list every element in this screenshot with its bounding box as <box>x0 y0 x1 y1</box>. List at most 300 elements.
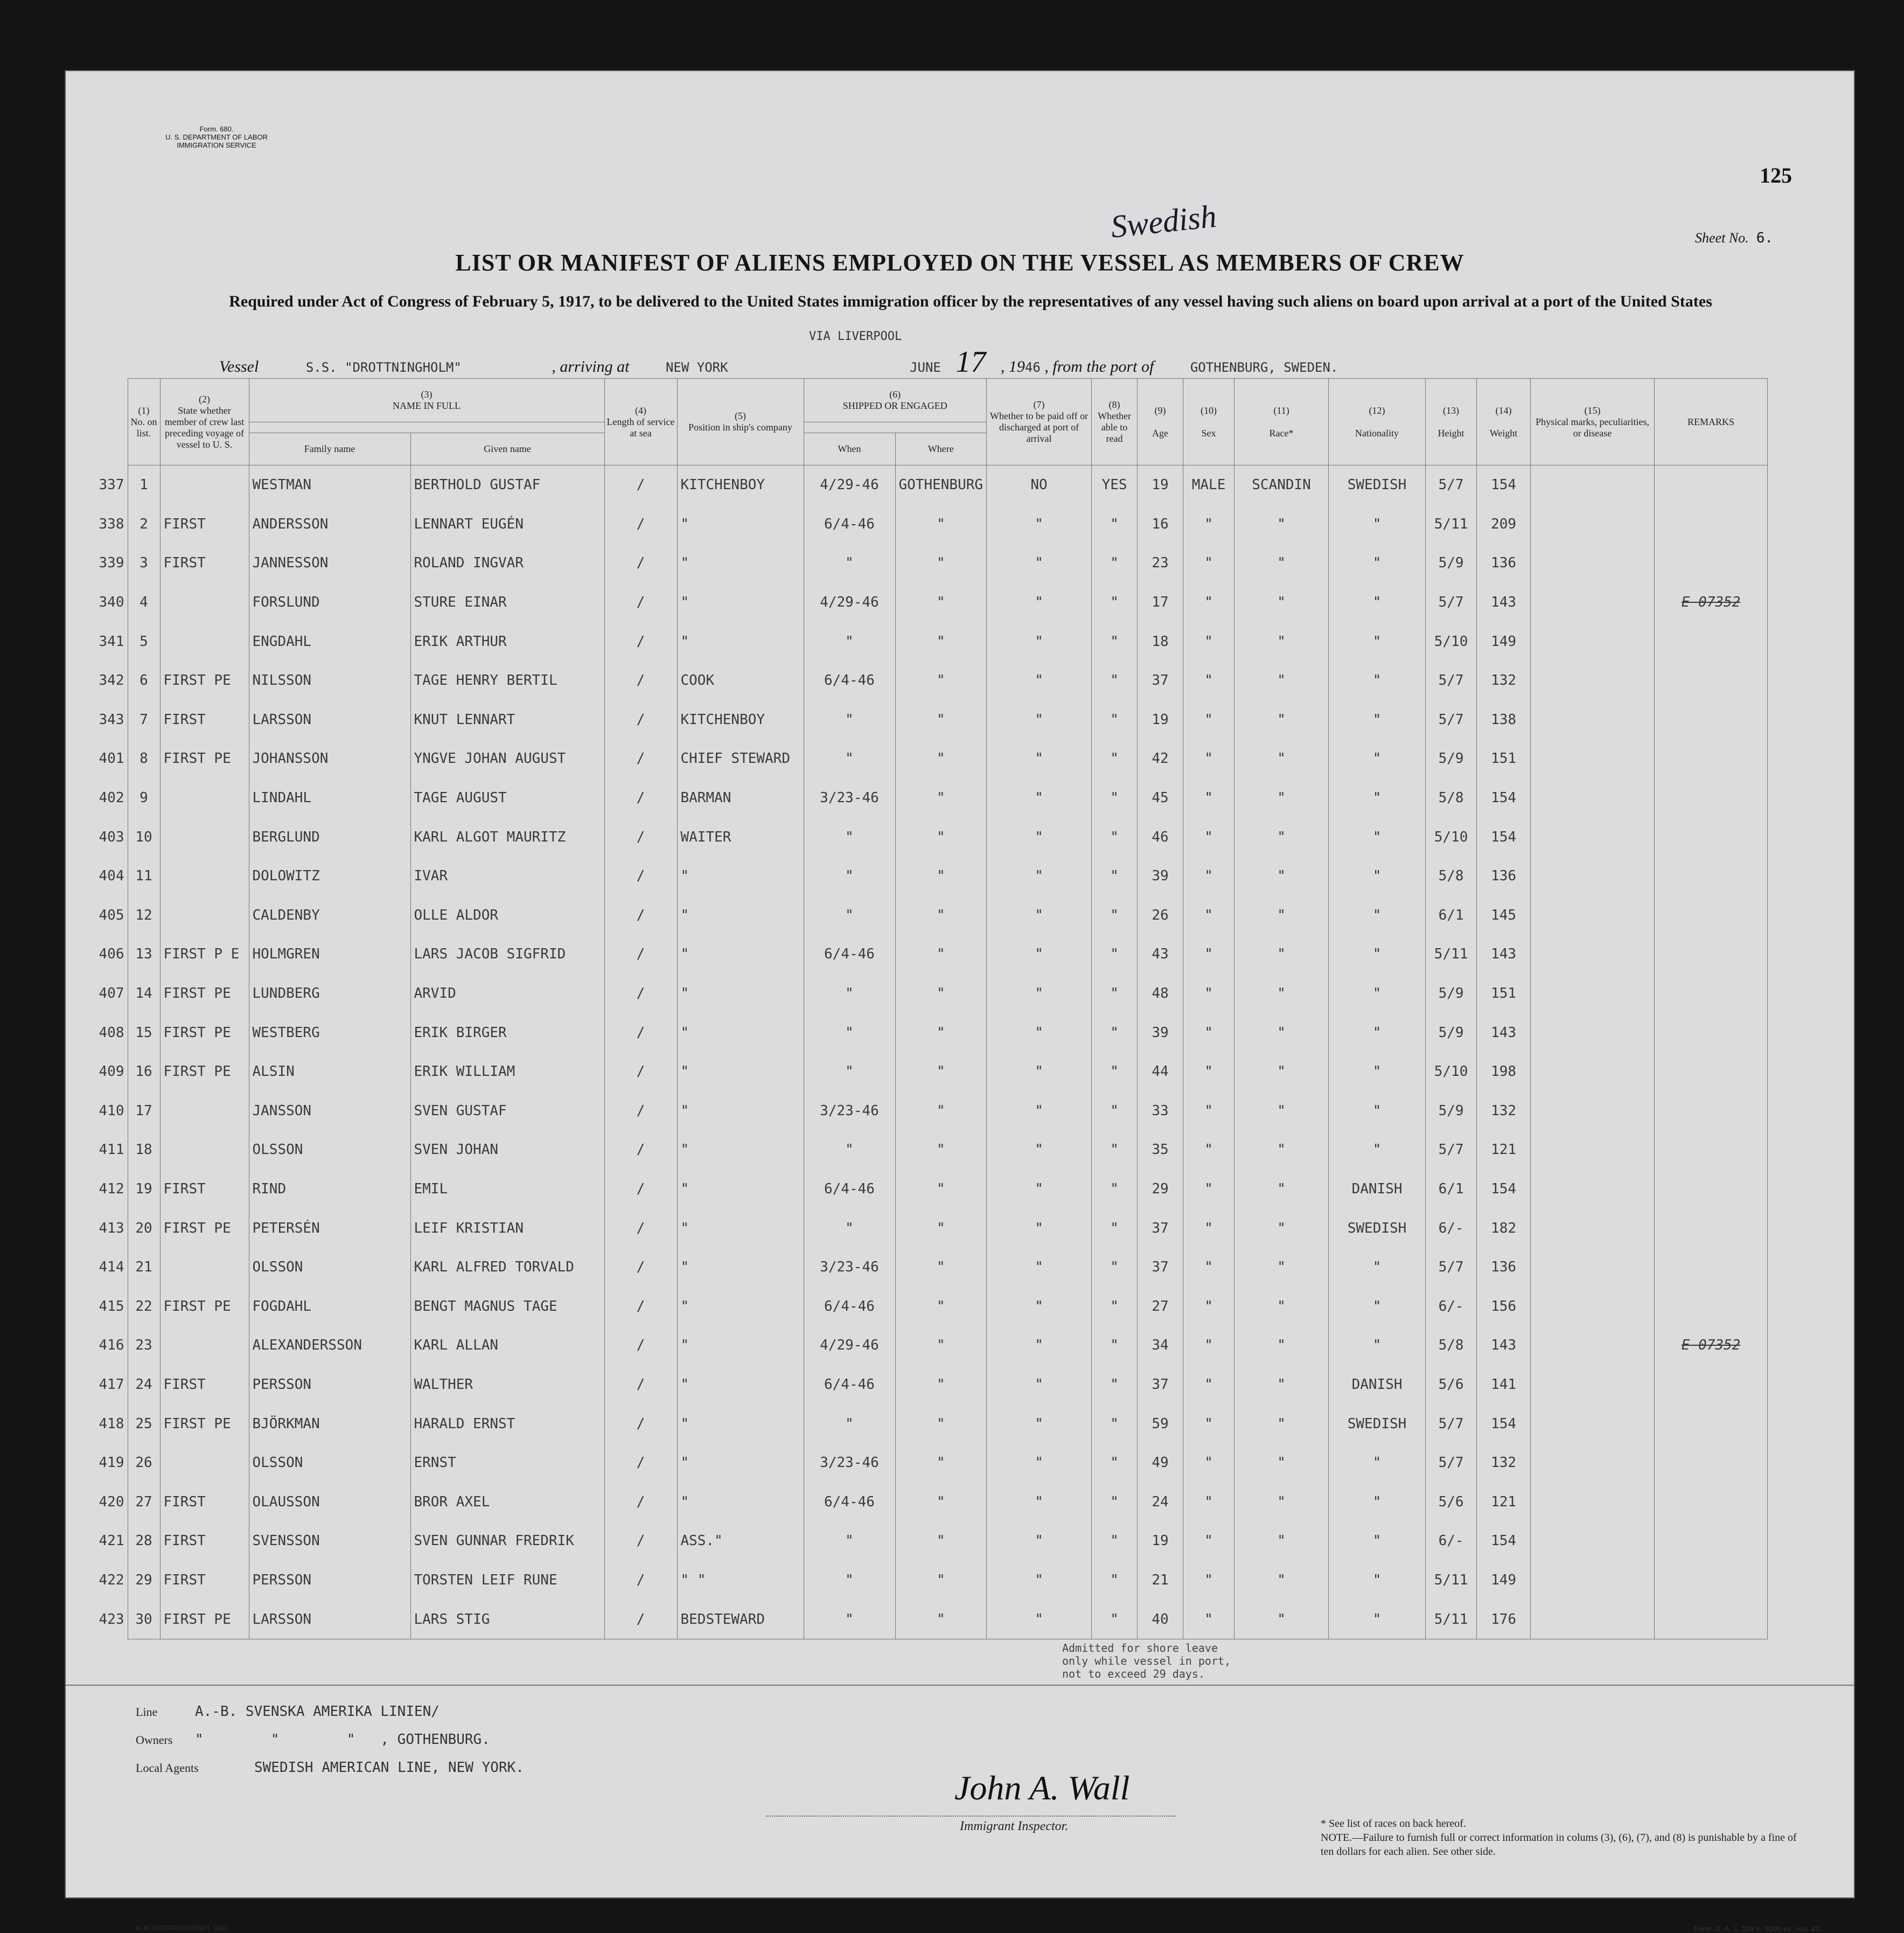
shipped-where: " <box>895 935 987 974</box>
service-tick: / <box>604 778 677 818</box>
race: " <box>1235 1170 1329 1209</box>
previous-voyage: FIRST <box>160 1482 249 1521</box>
footer-divider <box>66 1685 1854 1686</box>
age: 49 <box>1138 1443 1183 1483</box>
table-row <box>76 1091 1768 1131</box>
race: " <box>1235 1208 1329 1248</box>
remarks <box>1655 1013 1768 1052</box>
height: 5/11 <box>1426 1600 1477 1639</box>
inspector-title: Immigrant Inspector. <box>960 1819 1069 1833</box>
nationality: " <box>1329 1561 1426 1600</box>
given-name: KARL ALGOT MAURITZ <box>410 817 604 857</box>
list-number: 28 <box>128 1521 160 1561</box>
sex: " <box>1183 739 1235 778</box>
weight: 182 <box>1477 1208 1531 1248</box>
given-name: STURE EINAR <box>410 583 604 622</box>
age: 35 <box>1138 1130 1183 1170</box>
able-to-read: " <box>1092 583 1138 622</box>
sex: " <box>1183 661 1235 700</box>
race: " <box>1235 1365 1329 1404</box>
age: 19 <box>1138 465 1183 505</box>
list-number: 12 <box>128 896 160 935</box>
sex: " <box>1183 583 1235 622</box>
able-to-read: " <box>1092 1521 1138 1561</box>
shipped-where: " <box>895 1013 987 1052</box>
race: " <box>1235 544 1329 583</box>
col-position-header: (5) Position in ship's company <box>677 379 804 465</box>
position: ASS." <box>677 1521 804 1561</box>
given-name: ARVID <box>410 974 604 1013</box>
shipped-when: " <box>804 896 895 935</box>
physical-marks <box>1531 1404 1655 1443</box>
arriving-label: , arriving at <box>552 358 630 376</box>
table-row <box>76 817 1768 857</box>
remarks <box>1655 935 1768 974</box>
given-name: KARL ALLAN <box>410 1326 604 1365</box>
remarks <box>1655 739 1768 778</box>
paid-off: " <box>987 1170 1092 1209</box>
page-number: 125 <box>1760 163 1792 187</box>
table-row <box>76 1482 1768 1521</box>
shipped-when: 6/4-46 <box>804 1482 895 1521</box>
physical-marks <box>1531 1052 1655 1091</box>
position: " <box>677 1404 804 1443</box>
col-name-header: (3) NAME IN FULL <box>249 379 604 422</box>
weight: 154 <box>1477 1521 1531 1561</box>
able-to-read: " <box>1092 661 1138 700</box>
reference-number: 412 <box>99 1180 124 1197</box>
reference-number: 421 <box>99 1533 124 1549</box>
col-paid-off-header: (7) Whether to be paid off or discharged at port of arrival <box>987 379 1092 465</box>
height: 5/8 <box>1426 1326 1477 1365</box>
previous-voyage <box>160 857 249 896</box>
service-tick: / <box>604 1326 677 1365</box>
previous-voyage <box>160 1091 249 1131</box>
physical-marks <box>1531 1208 1655 1248</box>
table-row <box>76 739 1768 778</box>
sheet-value: 6. <box>1756 230 1773 246</box>
sex: " <box>1183 1287 1235 1326</box>
given-name: BERTHOLD GUSTAF <box>410 465 604 505</box>
position: " <box>677 1326 804 1365</box>
physical-marks <box>1531 1091 1655 1131</box>
service-tick: / <box>604 661 677 700</box>
shipped-where: GOTHENBURG <box>895 465 987 505</box>
weight: 121 <box>1477 1130 1531 1170</box>
physical-marks <box>1531 857 1655 896</box>
col-race-header: (11) Race* <box>1235 379 1329 465</box>
age: 48 <box>1138 974 1183 1013</box>
shipped-where: " <box>895 544 987 583</box>
line-value: A.-B. SVENSKA AMERIKA LINIEN/ <box>195 1703 440 1720</box>
weight: 132 <box>1477 1443 1531 1483</box>
age: 37 <box>1138 1365 1183 1404</box>
list-number: 21 <box>128 1248 160 1287</box>
able-to-read: " <box>1092 817 1138 857</box>
remarks <box>1655 778 1768 818</box>
sex: " <box>1183 1248 1235 1287</box>
list-number: 10 <box>128 817 160 857</box>
previous-voyage <box>160 1130 249 1170</box>
weight: 132 <box>1477 1091 1531 1131</box>
family-name: PETERSÉN <box>249 1208 410 1248</box>
race: " <box>1235 505 1329 544</box>
owners-field <box>136 1732 490 1748</box>
list-number: 19 <box>128 1170 160 1209</box>
table-row <box>76 935 1768 974</box>
family-name: DOLOWITZ <box>249 857 410 896</box>
remarks: E 07352 <box>1655 1326 1768 1365</box>
agents-value: SWEDISH AMERICAN LINE, NEW YORK. <box>254 1760 524 1776</box>
age: 19 <box>1138 1521 1183 1561</box>
height: 5/7 <box>1426 1404 1477 1443</box>
previous-voyage <box>160 622 249 661</box>
position: " <box>677 1365 804 1404</box>
given-name: HARALD ERNST <box>410 1404 604 1443</box>
given-name: KNUT LENNART <box>410 700 604 740</box>
position: KITCHENBOY <box>677 465 804 505</box>
list-number: 30 <box>128 1600 160 1639</box>
height: 5/7 <box>1426 1248 1477 1287</box>
list-number: 25 <box>128 1404 160 1443</box>
paid-off: " <box>987 1404 1092 1443</box>
form-reference: Form. S. A. L. 116 n. 5000 ex. nov. 43. <box>1693 1924 1822 1933</box>
service-tick: / <box>604 1248 677 1287</box>
age: 37 <box>1138 1208 1183 1248</box>
sex: " <box>1183 1561 1235 1600</box>
col-age-header: (9) Age <box>1138 379 1183 465</box>
line-field <box>136 1703 440 1720</box>
physical-marks <box>1531 1248 1655 1287</box>
physical-marks <box>1531 1287 1655 1326</box>
shipped-when: 6/4-46 <box>804 1365 895 1404</box>
sex: " <box>1183 1482 1235 1521</box>
sex: " <box>1183 505 1235 544</box>
height: 5/10 <box>1426 1052 1477 1091</box>
page-title: LIST OR MANIFEST OF ALIENS EMPLOYED ON THE VESSEL AS MEMBERS OF CREW <box>455 249 1464 276</box>
list-number: 9 <box>128 778 160 818</box>
age: 21 <box>1138 1561 1183 1600</box>
shipped-where: " <box>895 583 987 622</box>
shipped-when: 6/4-46 <box>804 661 895 700</box>
paid-off: NO <box>987 465 1092 505</box>
nationality: DANISH <box>1329 1365 1426 1404</box>
previous-voyage: FIRST PE <box>160 1287 249 1326</box>
able-to-read: " <box>1092 700 1138 740</box>
service-tick: / <box>604 896 677 935</box>
previous-voyage <box>160 896 249 935</box>
list-number: 6 <box>128 661 160 700</box>
table-row <box>76 974 1768 1013</box>
height: 5/7 <box>1426 1130 1477 1170</box>
form-number: Form. 680. <box>199 125 234 133</box>
service-tick: / <box>604 739 677 778</box>
nationality: " <box>1329 896 1426 935</box>
race: " <box>1235 1013 1329 1052</box>
age: 29 <box>1138 1170 1183 1209</box>
shipped-when: " <box>804 1052 895 1091</box>
remarks <box>1655 817 1768 857</box>
family-name: JANSSON <box>249 1091 410 1131</box>
previous-voyage: FIRST P E <box>160 935 249 974</box>
position: " <box>677 1013 804 1052</box>
shipped-where: " <box>895 1052 987 1091</box>
height: 5/11 <box>1426 935 1477 974</box>
family-name: PERSSON <box>249 1365 410 1404</box>
nationality: " <box>1329 544 1426 583</box>
age: 17 <box>1138 583 1183 622</box>
remarks <box>1655 1170 1768 1209</box>
nationality: " <box>1329 1600 1426 1639</box>
line-label: Line <box>136 1705 158 1719</box>
able-to-read: " <box>1092 1170 1138 1209</box>
service-tick: / <box>604 1287 677 1326</box>
position: " <box>677 1170 804 1209</box>
able-to-read: " <box>1092 778 1138 818</box>
shipped-where: " <box>895 1208 987 1248</box>
age: 46 <box>1138 817 1183 857</box>
col-family-name-header: Family name <box>249 433 410 465</box>
nationality: " <box>1329 1052 1426 1091</box>
given-name: ROLAND INGVAR <box>410 544 604 583</box>
service-tick: / <box>604 857 677 896</box>
shipped-when: " <box>804 817 895 857</box>
reference-number: 404 <box>99 868 124 885</box>
shipped-where: " <box>895 896 987 935</box>
height: 6/- <box>1426 1521 1477 1561</box>
sex: " <box>1183 700 1235 740</box>
physical-marks <box>1531 544 1655 583</box>
table-row <box>76 1600 1768 1639</box>
service-tick: / <box>604 1130 677 1170</box>
nationality: " <box>1329 1013 1426 1052</box>
physical-marks <box>1531 1600 1655 1639</box>
service-tick: / <box>604 622 677 661</box>
position: BARMAN <box>677 778 804 818</box>
weight: 151 <box>1477 974 1531 1013</box>
nationality: " <box>1329 661 1426 700</box>
arrival-day: 17 <box>956 345 986 379</box>
remarks <box>1655 1600 1768 1639</box>
manifest-sheet <box>65 70 1855 1933</box>
table-row <box>76 1443 1768 1483</box>
reference-number: 338 <box>99 516 124 532</box>
paid-off: " <box>987 583 1092 622</box>
given-name: TAGE AUGUST <box>410 778 604 818</box>
family-name: LARSSON <box>249 1600 410 1639</box>
penalty-note: NOTE.—Failure to furnish full or correct information in colums (3), (6), (7), and (8) is punishable by a fine of ten dollars for each alien. See other side. <box>1321 1832 1797 1858</box>
shipped-where: " <box>895 622 987 661</box>
shipped-when: 6/4-46 <box>804 935 895 974</box>
height: 5/9 <box>1426 739 1477 778</box>
shipped-where: " <box>895 700 987 740</box>
service-tick: / <box>604 465 677 505</box>
given-name: ERNST <box>410 1443 604 1483</box>
height: 5/7 <box>1426 1443 1477 1483</box>
sex: " <box>1183 1404 1235 1443</box>
race: " <box>1235 661 1329 700</box>
table-row <box>76 505 1768 544</box>
col-when-header: When <box>804 433 895 465</box>
shipped-when: 6/4-46 <box>804 505 895 544</box>
position: " <box>677 1443 804 1483</box>
shipped-where: " <box>895 1443 987 1483</box>
list-number: 4 <box>128 583 160 622</box>
age: 42 <box>1138 739 1183 778</box>
age: 39 <box>1138 1013 1183 1052</box>
list-number: 8 <box>128 739 160 778</box>
shipped-when: 6/4-46 <box>804 1287 895 1326</box>
age: 16 <box>1138 505 1183 544</box>
agents-label: Local Agents <box>136 1761 199 1775</box>
previous-voyage: FIRST <box>160 1561 249 1600</box>
sex: " <box>1183 778 1235 818</box>
paid-off: " <box>987 1521 1092 1561</box>
height: 5/10 <box>1426 622 1477 661</box>
paid-off: " <box>987 1561 1092 1600</box>
reference-number: 416 <box>99 1337 124 1354</box>
able-to-read: " <box>1092 896 1138 935</box>
age: 23 <box>1138 544 1183 583</box>
list-number: 3 <box>128 544 160 583</box>
previous-voyage <box>160 1443 249 1483</box>
crew-table <box>76 378 1768 1639</box>
table-row <box>76 1170 1768 1209</box>
col-sex-header: (10) Sex <box>1183 379 1235 465</box>
service-tick: / <box>604 505 677 544</box>
physical-marks <box>1531 1013 1655 1052</box>
col-nationality-header: (12) Nationality <box>1329 379 1426 465</box>
height: 5/9 <box>1426 544 1477 583</box>
shipped-where: " <box>895 1521 987 1561</box>
shipped-where: " <box>895 1600 987 1639</box>
paid-off: " <box>987 857 1092 896</box>
race: " <box>1235 817 1329 857</box>
shipped-when: " <box>804 622 895 661</box>
table-row <box>76 1365 1768 1404</box>
list-number: 23 <box>128 1326 160 1365</box>
given-name: WALTHER <box>410 1365 604 1404</box>
nationality: " <box>1329 1326 1426 1365</box>
previous-voyage: FIRST <box>160 1170 249 1209</box>
weight: 154 <box>1477 1170 1531 1209</box>
list-number: 27 <box>128 1482 160 1521</box>
given-name: YNGVE JOHAN AUGUST <box>410 739 604 778</box>
nationality: " <box>1329 1443 1426 1483</box>
weight: 151 <box>1477 739 1531 778</box>
weight: 209 <box>1477 505 1531 544</box>
remarks <box>1655 700 1768 740</box>
weight: 156 <box>1477 1287 1531 1326</box>
service-tick: / <box>604 1013 677 1052</box>
position: " <box>677 935 804 974</box>
reference-number: 420 <box>99 1493 124 1510</box>
race: " <box>1235 974 1329 1013</box>
nationality: SWEDISH <box>1329 1208 1426 1248</box>
height: 5/9 <box>1426 1013 1477 1052</box>
weight: 198 <box>1477 1052 1531 1091</box>
age: 40 <box>1138 1600 1183 1639</box>
shipped-where: " <box>895 1248 987 1287</box>
list-number: 5 <box>128 622 160 661</box>
shipped-where: " <box>895 1170 987 1209</box>
physical-marks <box>1531 661 1655 700</box>
previous-voyage: FIRST <box>160 544 249 583</box>
service-tick: / <box>604 1600 677 1639</box>
height: 5/6 <box>1426 1482 1477 1521</box>
nationality: " <box>1329 622 1426 661</box>
vessel-line <box>219 345 1338 379</box>
physical-marks <box>1531 583 1655 622</box>
list-number: 1 <box>128 465 160 505</box>
reference-number: 409 <box>99 1063 124 1080</box>
paid-off: " <box>987 505 1092 544</box>
remarks <box>1655 1091 1768 1131</box>
service-tick: / <box>604 1404 677 1443</box>
sex: MALE <box>1183 465 1235 505</box>
reference-number: 405 <box>99 907 124 923</box>
shipped-where: " <box>895 661 987 700</box>
reference-number: 422 <box>99 1572 124 1588</box>
physical-marks <box>1531 1130 1655 1170</box>
weight: 141 <box>1477 1365 1531 1404</box>
shipped-when: " <box>804 1013 895 1052</box>
paid-off: " <box>987 700 1092 740</box>
physical-marks <box>1531 1170 1655 1209</box>
given-name: TAGE HENRY BERTIL <box>410 661 604 700</box>
position: " <box>677 583 804 622</box>
paid-off: " <box>987 1248 1092 1287</box>
col-service-header: (4) Length of service at sea <box>604 379 677 465</box>
shipped-when: " <box>804 1561 895 1600</box>
sex: " <box>1183 1013 1235 1052</box>
sex: " <box>1183 1365 1235 1404</box>
family-name: JOHANSSON <box>249 739 410 778</box>
service-tick: / <box>604 1482 677 1521</box>
reference-number: 406 <box>99 946 124 963</box>
shipped-where: " <box>895 817 987 857</box>
service-tick: / <box>604 1521 677 1561</box>
family-name: ENGDAHL <box>249 622 410 661</box>
paid-off: " <box>987 1130 1092 1170</box>
weight: 145 <box>1477 896 1531 935</box>
previous-voyage <box>160 1326 249 1365</box>
owners-value: " " " , GOTHENBURG. <box>195 1732 490 1748</box>
reference-number: 403 <box>99 829 124 845</box>
race: " <box>1235 1600 1329 1639</box>
position: " <box>677 544 804 583</box>
remarks <box>1655 622 1768 661</box>
nationality: " <box>1329 857 1426 896</box>
remarks <box>1655 661 1768 700</box>
age: 33 <box>1138 1091 1183 1131</box>
list-number: 29 <box>128 1561 160 1600</box>
position: " <box>677 1248 804 1287</box>
col-shipped-header: (6) SHIPPED OR ENGAGED <box>804 379 987 422</box>
table-row <box>76 1561 1768 1600</box>
previous-voyage: FIRST PE <box>160 739 249 778</box>
departure-port: GOTHENBURG, SWEDEN. <box>1190 360 1338 375</box>
sex: " <box>1183 1600 1235 1639</box>
service: IMMIGRATION SERVICE <box>177 141 256 149</box>
position: " <box>677 974 804 1013</box>
able-to-read: " <box>1092 1600 1138 1639</box>
previous-voyage: FIRST PE <box>160 1052 249 1091</box>
sex: " <box>1183 622 1235 661</box>
remarks <box>1655 1130 1768 1170</box>
given-name: LENNART EUGÉN <box>410 505 604 544</box>
height: 5/11 <box>1426 505 1477 544</box>
